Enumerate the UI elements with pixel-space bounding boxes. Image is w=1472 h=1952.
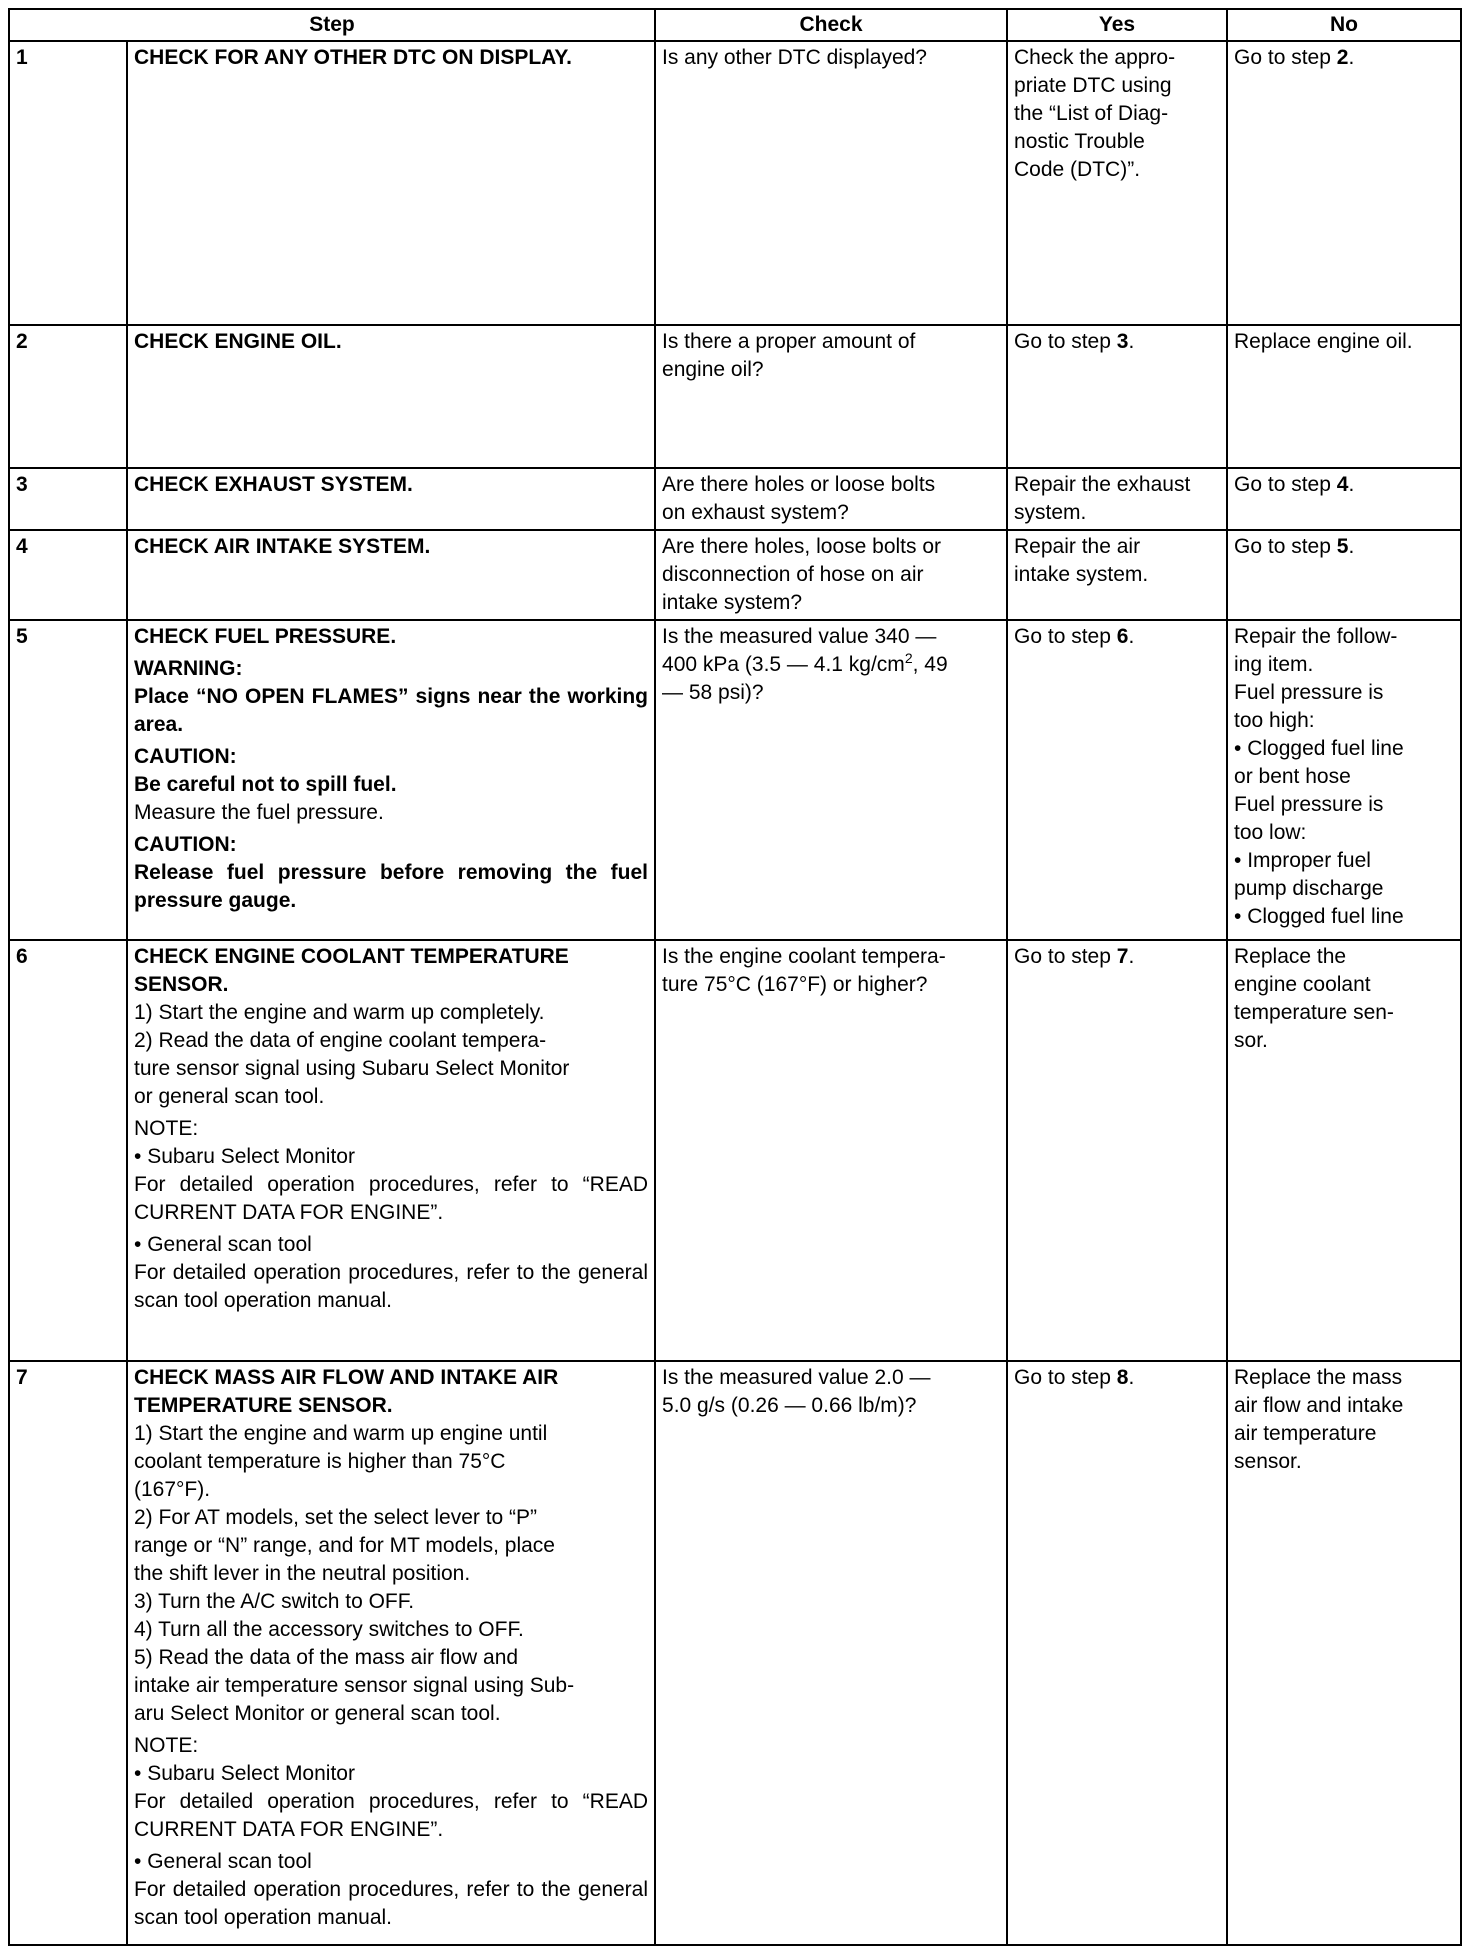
no-cell bbox=[1227, 1361, 1461, 1945]
procedure-line: intake air temperature sensor signal using Sub- bbox=[134, 1674, 575, 1697]
yes-line: Repair the exhaust bbox=[1014, 473, 1191, 496]
check-line: ture 75°C (167°F) or higher? bbox=[662, 973, 928, 996]
check-text: Is any other DTC displayed? bbox=[662, 46, 927, 69]
yes-cell bbox=[1007, 530, 1227, 620]
bullet-item: • Subaru Select Monitor bbox=[134, 1760, 648, 1788]
no-line: Fuel pressure is bbox=[1234, 793, 1384, 816]
procedure-line: 4) Turn all the accessory switches to OFF. bbox=[134, 1618, 524, 1641]
note-label: NOTE: bbox=[134, 1734, 199, 1757]
superscript: 2 bbox=[904, 650, 913, 666]
yes-line: intake system. bbox=[1014, 563, 1149, 586]
note-text: For detailed operation procedures, refer to the general scan tool operation manual. bbox=[134, 1878, 649, 1929]
step-number: 2 bbox=[9, 325, 127, 468]
procedure-line: 1) Start the engine and warm up completely. bbox=[134, 1001, 545, 1024]
procedure-line: 3) Turn the A/C switch to OFF. bbox=[134, 1590, 415, 1613]
no-text-suffix: . bbox=[1348, 473, 1355, 496]
check-value: 400 kPa (3.5 — 4.1 kg/cm bbox=[662, 653, 905, 676]
no-line: or bent hose bbox=[1234, 765, 1351, 788]
bullet-item: • Clogged fuel line bbox=[1234, 735, 1454, 763]
yes-text: Go to step bbox=[1014, 1366, 1117, 1389]
no-line: Repair the follow- bbox=[1234, 625, 1398, 648]
next-step-ref: 5 bbox=[1336, 535, 1349, 558]
no-text: Go to step bbox=[1234, 46, 1337, 69]
step-title: CHECK ENGINE OIL. bbox=[134, 330, 342, 353]
no-line: air temperature bbox=[1234, 1422, 1377, 1445]
check-value: , 49 bbox=[912, 653, 948, 676]
check-cell bbox=[655, 530, 1007, 620]
yes-text-suffix: . bbox=[1128, 625, 1135, 648]
no-text: Replace engine oil. bbox=[1234, 330, 1413, 353]
no-cell bbox=[1227, 940, 1461, 1361]
table-row bbox=[9, 620, 1461, 940]
step-title: CHECK MASS AIR FLOW AND INTAKE AIR bbox=[134, 1366, 559, 1389]
no-line: Replace the bbox=[1234, 945, 1347, 968]
procedure-line: 2) For AT models, set the select lever to “P” bbox=[134, 1506, 538, 1529]
caution-text: Release fuel pressure before removing the fuel pressure gauge. bbox=[134, 861, 649, 912]
step-title: CHECK AIR INTAKE SYSTEM. bbox=[134, 535, 431, 558]
procedure-line: ture sensor signal using Subaru Select Monitor bbox=[134, 1057, 570, 1080]
header-no: No bbox=[1227, 9, 1461, 41]
yes-line: Code (DTC)”. bbox=[1014, 158, 1141, 181]
yes-text-suffix: . bbox=[1128, 1366, 1135, 1389]
no-line: Fuel pressure is bbox=[1234, 681, 1384, 704]
no-line: too high: bbox=[1234, 709, 1315, 732]
bullet-item: • Clogged fuel line bbox=[1234, 903, 1454, 931]
yes-cell bbox=[1007, 940, 1227, 1361]
no-line: air flow and intake bbox=[1234, 1394, 1404, 1417]
yes-line: Repair the air bbox=[1014, 535, 1141, 558]
check-cell bbox=[655, 41, 1007, 325]
step-description bbox=[127, 530, 655, 620]
check-line bbox=[662, 651, 1000, 679]
note-text: For detailed operation procedures, refer to “READ CURRENT DATA FOR ENGINE”. bbox=[134, 1790, 649, 1841]
next-step-ref: 4 bbox=[1336, 473, 1349, 496]
table-row bbox=[9, 325, 1461, 468]
yes-text-suffix: . bbox=[1128, 330, 1135, 353]
yes-cell bbox=[1007, 325, 1227, 468]
step-title: CHECK FOR ANY OTHER DTC ON DISPLAY. bbox=[134, 46, 572, 69]
check-cell bbox=[655, 468, 1007, 530]
no-line: ing item. bbox=[1234, 653, 1314, 676]
header-step: Step bbox=[9, 9, 655, 41]
instruction-text: Measure the fuel pressure. bbox=[134, 801, 384, 824]
step-number: 1 bbox=[9, 41, 127, 325]
yes-cell bbox=[1007, 41, 1227, 325]
bullet-item: • Subaru Select Monitor bbox=[134, 1143, 648, 1171]
step-number: 6 bbox=[9, 940, 127, 1361]
next-step-ref: 6 bbox=[1116, 625, 1129, 648]
step-description bbox=[127, 940, 655, 1361]
no-text: Go to step bbox=[1234, 473, 1337, 496]
step-title: CHECK EXHAUST SYSTEM. bbox=[134, 473, 413, 496]
check-cell bbox=[655, 620, 1007, 940]
caution-label: CAUTION: bbox=[134, 833, 237, 856]
table-row bbox=[9, 468, 1461, 530]
check-line: engine oil? bbox=[662, 358, 764, 381]
no-text: Go to step bbox=[1234, 535, 1337, 558]
step-title: CHECK ENGINE COOLANT TEMPERATURE bbox=[134, 945, 569, 968]
no-line: sor. bbox=[1234, 1029, 1268, 1052]
warning-text: Place “NO OPEN FLAMES” signs near the working area. bbox=[134, 685, 649, 736]
no-cell bbox=[1227, 468, 1461, 530]
header-yes: Yes bbox=[1007, 9, 1227, 41]
no-text-suffix: . bbox=[1348, 46, 1355, 69]
check-cell bbox=[655, 1361, 1007, 1945]
check-line: on exhaust system? bbox=[662, 501, 849, 524]
procedure-line: (167°F). bbox=[134, 1478, 211, 1501]
procedure-line: 5) Read the data of the mass air flow and bbox=[134, 1646, 519, 1669]
no-line: Replace the mass bbox=[1234, 1366, 1403, 1389]
yes-cell bbox=[1007, 620, 1227, 940]
note-label: NOTE: bbox=[134, 1117, 199, 1140]
no-line: sensor. bbox=[1234, 1450, 1302, 1473]
no-cell bbox=[1227, 530, 1461, 620]
procedure-line: 2) Read the data of engine coolant tempera- bbox=[134, 1029, 547, 1052]
check-line: disconnection of hose on air bbox=[662, 563, 924, 586]
caution-text: Be careful not to spill fuel. bbox=[134, 773, 397, 796]
check-cell bbox=[655, 325, 1007, 468]
check-line: Is the engine coolant tempera- bbox=[662, 945, 946, 968]
table-row bbox=[9, 530, 1461, 620]
no-line: temperature sen- bbox=[1234, 1001, 1394, 1024]
warning-label: WARNING: bbox=[134, 657, 243, 680]
caution-label: CAUTION: bbox=[134, 745, 237, 768]
yes-cell bbox=[1007, 468, 1227, 530]
step-title: TEMPERATURE SENSOR. bbox=[134, 1394, 393, 1417]
procedure-line: the shift lever in the neutral position. bbox=[134, 1562, 471, 1585]
diagnostic-procedure-table bbox=[8, 8, 1462, 1946]
yes-line: Check the appro- bbox=[1014, 46, 1176, 69]
note-text: For detailed operation procedures, refer to the general scan tool operation manual. bbox=[134, 1261, 649, 1312]
yes-text: Go to step bbox=[1014, 945, 1117, 968]
table-row bbox=[9, 41, 1461, 325]
step-description bbox=[127, 41, 655, 325]
check-line: Are there holes, loose bolts or bbox=[662, 535, 942, 558]
yes-line: nostic Trouble bbox=[1014, 130, 1145, 153]
no-cell bbox=[1227, 620, 1461, 940]
bullet-item: • General scan tool bbox=[134, 1848, 648, 1876]
yes-line: system. bbox=[1014, 501, 1087, 524]
no-line: engine coolant bbox=[1234, 973, 1371, 996]
table-row bbox=[9, 1361, 1461, 1945]
procedure-line: or general scan tool. bbox=[134, 1085, 325, 1108]
yes-line: priate DTC using bbox=[1014, 74, 1172, 97]
table-header-row bbox=[9, 9, 1461, 41]
no-line: pump discharge bbox=[1234, 877, 1384, 900]
table-row bbox=[9, 940, 1461, 1361]
yes-text: Go to step bbox=[1014, 330, 1117, 353]
note-text: For detailed operation procedures, refer to “READ CURRENT DATA FOR ENGINE”. bbox=[134, 1173, 649, 1224]
step-description bbox=[127, 1361, 655, 1945]
procedure-line: aru Select Monitor or general scan tool. bbox=[134, 1702, 501, 1725]
check-line: Is there a proper amount of bbox=[662, 330, 916, 353]
no-cell bbox=[1227, 41, 1461, 325]
bullet-item: • General scan tool bbox=[134, 1231, 648, 1259]
no-cell bbox=[1227, 325, 1461, 468]
yes-line: the “List of Diag- bbox=[1014, 102, 1169, 125]
next-step-ref: 8 bbox=[1116, 1366, 1129, 1389]
procedure-line: coolant temperature is higher than 75°C bbox=[134, 1450, 506, 1473]
header-check: Check bbox=[655, 9, 1007, 41]
yes-text: Go to step bbox=[1014, 625, 1117, 648]
step-title: SENSOR. bbox=[134, 973, 229, 996]
step-description bbox=[127, 468, 655, 530]
step-number: 3 bbox=[9, 468, 127, 530]
next-step-ref: 3 bbox=[1116, 330, 1129, 353]
no-line: too low: bbox=[1234, 821, 1307, 844]
step-number: 5 bbox=[9, 620, 127, 940]
check-line: intake system? bbox=[662, 591, 803, 614]
yes-text-suffix: . bbox=[1128, 945, 1135, 968]
check-line: Are there holes or loose bolts bbox=[662, 473, 936, 496]
check-line: Is the measured value 340 — bbox=[662, 625, 937, 648]
yes-cell bbox=[1007, 1361, 1227, 1945]
next-step-ref: 7 bbox=[1116, 945, 1129, 968]
step-description bbox=[127, 620, 655, 940]
bullet-item: • Improper fuel bbox=[1234, 847, 1454, 875]
check-line: Is the measured value 2.0 — bbox=[662, 1366, 931, 1389]
check-line: 5.0 g/s (0.26 — 0.66 lb/m)? bbox=[662, 1394, 917, 1417]
procedure-line: range or “N” range, and for MT models, place bbox=[134, 1534, 555, 1557]
check-line: — 58 psi)? bbox=[662, 681, 764, 704]
next-step-ref: 2 bbox=[1336, 46, 1349, 69]
procedure-line: 1) Start the engine and warm up engine until bbox=[134, 1422, 548, 1445]
step-number: 7 bbox=[9, 1361, 127, 1945]
no-text-suffix: . bbox=[1348, 535, 1355, 558]
step-title: CHECK FUEL PRESSURE. bbox=[134, 625, 397, 648]
check-cell bbox=[655, 940, 1007, 1361]
step-description bbox=[127, 325, 655, 468]
step-number: 4 bbox=[9, 530, 127, 620]
